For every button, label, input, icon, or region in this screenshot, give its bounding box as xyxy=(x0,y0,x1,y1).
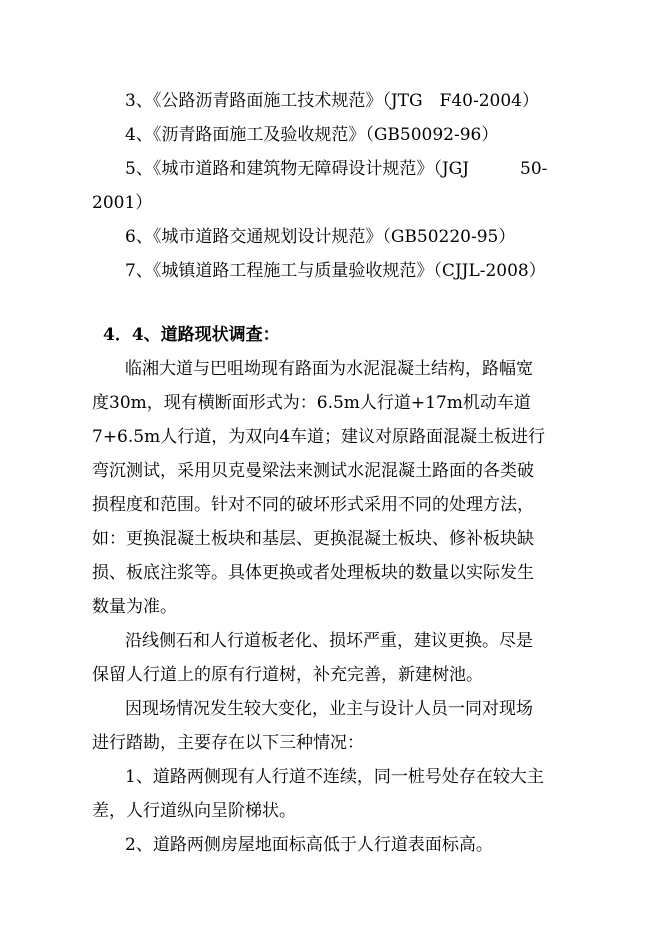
reference-item-5: 5、《城市道路和建筑物无障碍设计规范》（JGJ 50- xyxy=(125,159,548,179)
paragraph-line: 进行踏勘，主要存在以下三种情况： xyxy=(92,733,364,753)
reference-item-5-continued: 2001） xyxy=(92,193,153,213)
paragraph-line: 保留人行道上的原有行道树，补充完善，新建树池。 xyxy=(92,665,483,685)
paragraph-line: 弯沉测试，采用贝克曼梁法来测试水泥混凝土路面的各类破 xyxy=(92,461,534,481)
paragraph-line: 因现场情况发生较大变化，业主与设计人员一同对现场 xyxy=(125,699,533,719)
paragraph-line: 2、道路两侧房屋地面标高低于人行道表面标高。 xyxy=(125,835,493,855)
reference-item-4: 4、《沥青路面施工及验收规范》（GB50092-96） xyxy=(125,125,499,145)
paragraph-line: 沿线侧石和人行道板老化、损坏严重，建议更换。尽是 xyxy=(125,631,533,651)
paragraph-line: 如：更换混凝土板块和基层、更换混凝土板块、修补板块缺 xyxy=(92,529,534,549)
reference-item-6: 6、《城市道路交通规划设计规范》（GB50220-95） xyxy=(125,227,516,247)
paragraph-line: 7+6.5m人行道，为双向4车道；建议对原路面混凝土板进行 xyxy=(92,427,546,447)
paragraph-line: 临湘大道与巴咀坳现有路面为水泥混凝土结构，路幅宽 xyxy=(125,359,533,379)
reference-item-3: 3、《公路沥青路面施工技术规范》（JTG F40-2004） xyxy=(125,91,539,111)
paragraph-line: 度30m，现有横断面形式为：6.5m人行道+17m机动车道 xyxy=(92,393,531,413)
paragraph-line: 差，人行道纵向呈阶梯状。 xyxy=(92,801,296,821)
paragraph-line: 损程度和范围。针对不同的破坏形式采用不同的处理方法， xyxy=(92,495,534,515)
paragraph-line: 1、道路两侧现有人行道不连续，同一桩号处存在较大主 xyxy=(125,767,544,787)
section-heading: 4．4、道路现状调查： xyxy=(103,325,280,345)
reference-item-7: 7、《城镇道路工程施工与质量验收规范》（CJJL-2008） xyxy=(125,261,546,281)
paragraph-line: 损、板底注浆等。具体更换或者处理板块的数量以实际发生 xyxy=(92,563,534,583)
paragraph-line: 数量为准。 xyxy=(92,597,177,617)
